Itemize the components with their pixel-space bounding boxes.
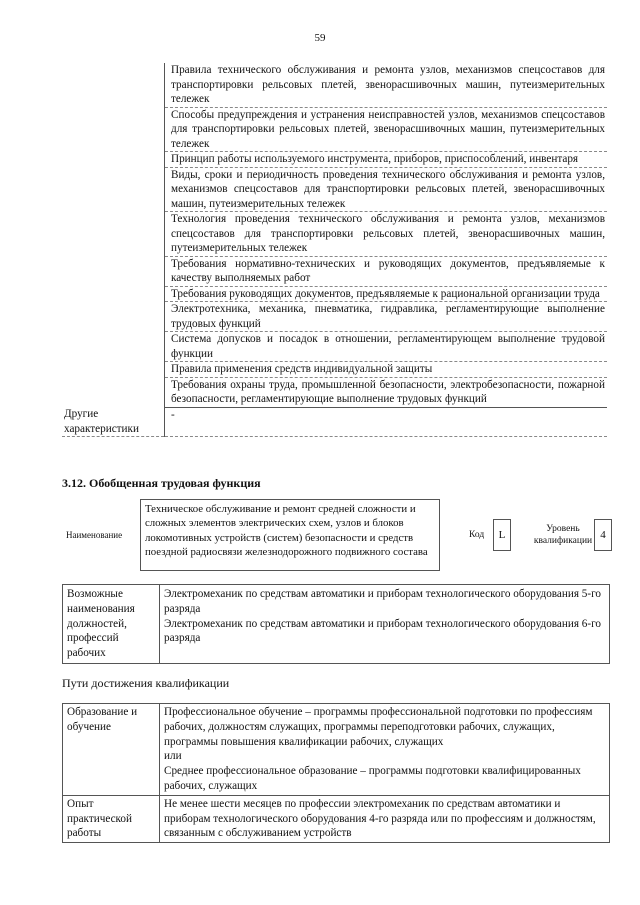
code-value: L	[493, 519, 511, 551]
qualification-paths-table	[62, 703, 610, 843]
knowledge-item: Правила технического обслуживания и ремонта узлов, механизмов спецсоставов для транспортировки рельсовых плетей, звенорасшивочных машин, путеизмерительных тележек	[165, 63, 608, 107]
other-characteristics-label: Другие характеристики	[62, 407, 165, 437]
code-label: Код	[469, 530, 485, 540]
name-label: Наименование	[66, 530, 123, 540]
knowledge-item: Правила применения средств индивидуальной защиты	[165, 362, 608, 378]
knowledge-item: Требования руководящих документов, предъявляемые к рациональной организации труда	[165, 286, 608, 302]
possible-titles-values	[160, 585, 610, 664]
page-number: 59	[314, 32, 326, 44]
qualification-level-label: Уровень квалификации	[533, 524, 593, 546]
knowledge-item: Способы предупреждения и устранения неисправностей узлов, механизмов спецсоставов для транспортировки рельсовых плетей, звенорасшивочных машин, путеизмерительных тележек	[165, 107, 608, 152]
experience-value	[160, 795, 610, 842]
other-characteristics-value: -	[165, 407, 608, 437]
education-label: Образование и обучение	[63, 704, 160, 796]
knowledge-item: Требования нормативно-технических и руководящих документов, предъявляемые к качеству выполняемых работ	[165, 256, 608, 286]
section-heading: 3.12. Обобщенная трудовая функция	[62, 476, 261, 490]
possible-title: Электромеханик по средствам автоматики и приборам технологического оборудования 6-го разряда	[164, 617, 602, 645]
knowledge-item: Электротехника, механика, пневматика, гидравлика, регламентирующие выполнение трудовых функций	[165, 302, 608, 332]
paths-heading: Пути достижения квалификации	[62, 676, 230, 690]
experience-label: Опыт практической работы	[63, 795, 160, 842]
function-name: Техническое обслуживание и ремонт средней сложности и сложных элементов электрических схем, узлов и блоков локомотивных устройств (систем) безопасности и средств поездной радиосвязи железнодорожного подвижного состава	[140, 499, 440, 571]
possible-titles-label: Возможные наименования должностей, профессий рабочих	[63, 585, 160, 664]
knowledge-item: Технология проведения технического обслуживания и ремонта узлов, механизмов спецсоставов для транспортировки рельсовых плетей, звенорасшивочных машин, путеизмерительных тележек	[165, 212, 608, 257]
education-value	[160, 704, 610, 796]
possible-title: Электромеханик по средствам автоматики и приборам технологического оборудования 5-го разряда	[164, 588, 602, 615]
education-line: или	[164, 750, 182, 763]
education-line: Профессиональное обучение – программы профессиональной подготовки по профессиям рабочих, должностям служащих, программы переподготовки рабочих, служащих, программы повышения квалификации рабочих, служащих	[164, 706, 593, 748]
required-knowledge-table	[62, 63, 607, 437]
education-line: Среднее профессиональное образование – программы подготовки квалифицированных рабочих, служащих	[164, 765, 581, 792]
possible-titles-table	[62, 584, 610, 664]
knowledge-item: Требования охраны труда, промышленной безопасности, электробезопасности, пожарной безопасности, регламентирующие выполнение трудовых функций	[165, 377, 608, 407]
knowledge-item: Виды, сроки и периодичность проведения технического обслуживания и ремонта узлов, механизмов спецсоставов для транспортировки рельсовых плетей, звенорасшивочных машин, путеизмерительных тележек	[165, 167, 608, 212]
generalized-function-block	[62, 497, 612, 575]
qualification-level-value: 4	[594, 519, 612, 551]
knowledge-item: Система допусков и посадок в отношении, регламентирующем выполнение трудовой функции	[165, 332, 608, 362]
experience-line: Не менее шести месяцев по профессии электромеханик по средствам автоматики и приборам технологического оборудования 4-го разряда или по профессиям и должностям, связанным с обслуживанием устройств	[164, 797, 596, 840]
knowledge-item: Принцип работы используемого инструмента, приборов, приспособлений, инвентаря	[165, 152, 608, 168]
